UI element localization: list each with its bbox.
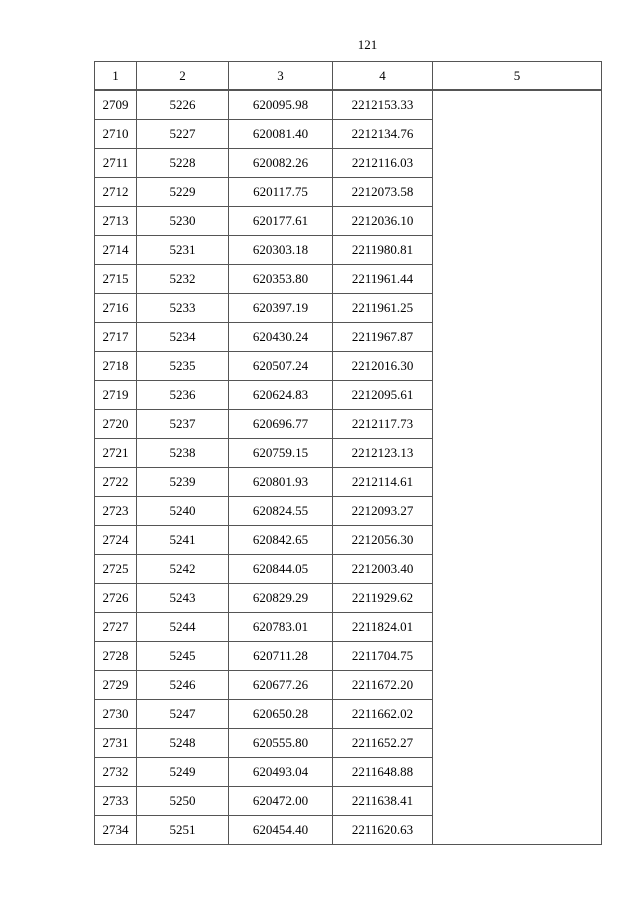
table-row — [95, 584, 602, 613]
x-coordinate-cell: 620454.40 — [229, 816, 333, 845]
point-index-cell: 2731 — [95, 729, 137, 758]
notes-cell — [433, 642, 602, 671]
point-index-cell: 2726 — [95, 584, 137, 613]
x-coordinate-cell: 620624.83 — [229, 381, 333, 410]
table-row — [95, 410, 602, 439]
table-row — [95, 526, 602, 555]
table-row — [95, 613, 602, 642]
point-index-cell: 2724 — [95, 526, 137, 555]
notes-cell — [433, 294, 602, 323]
notes-cell — [433, 236, 602, 265]
point-index-cell: 2716 — [95, 294, 137, 323]
x-coordinate-cell: 620082.26 — [229, 149, 333, 178]
y-coordinate-cell: 2212116.03 — [333, 149, 433, 178]
x-coordinate-cell: 620759.15 — [229, 439, 333, 468]
y-coordinate-cell: 2212095.61 — [333, 381, 433, 410]
point-index-cell: 2725 — [95, 555, 137, 584]
notes-cell — [433, 584, 602, 613]
point-index-cell: 2723 — [95, 497, 137, 526]
y-coordinate-cell: 2212117.73 — [333, 410, 433, 439]
point-index-cell: 2734 — [95, 816, 137, 845]
point-index-cell: 2711 — [95, 149, 137, 178]
y-coordinate-cell: 2211620.63 — [333, 816, 433, 845]
column-header-2: 2 — [137, 62, 229, 91]
point-number-cell: 5238 — [137, 439, 229, 468]
notes-cell — [433, 497, 602, 526]
notes-cell — [433, 671, 602, 700]
table-row — [95, 700, 602, 729]
x-coordinate-cell: 620397.19 — [229, 294, 333, 323]
point-number-cell: 5231 — [137, 236, 229, 265]
point-number-cell: 5245 — [137, 642, 229, 671]
point-index-cell: 2722 — [95, 468, 137, 497]
x-coordinate-cell: 620472.00 — [229, 787, 333, 816]
page-number: 121 — [357, 37, 378, 52]
y-coordinate-cell: 2211662.02 — [333, 700, 433, 729]
point-number-cell: 5246 — [137, 671, 229, 700]
x-coordinate-cell: 620177.61 — [229, 207, 333, 236]
y-coordinate-cell: 2211824.01 — [333, 613, 433, 642]
table-row — [95, 497, 602, 526]
notes-cell — [433, 381, 602, 410]
y-coordinate-cell: 2211648.88 — [333, 758, 433, 787]
table-row — [95, 816, 602, 845]
point-number-cell: 5243 — [137, 584, 229, 613]
point-index-cell: 2718 — [95, 352, 137, 381]
table-row — [95, 439, 602, 468]
table-row — [95, 787, 602, 816]
notes-cell — [433, 352, 602, 381]
point-number-cell: 5229 — [137, 178, 229, 207]
notes-cell — [433, 265, 602, 294]
column-header-4: 4 — [333, 62, 433, 91]
y-coordinate-cell: 2211929.62 — [333, 584, 433, 613]
column-header-5: 5 — [433, 62, 602, 91]
notes-cell — [433, 90, 602, 120]
y-coordinate-cell: 2211652.27 — [333, 729, 433, 758]
header-row — [95, 62, 602, 91]
column-header-3: 3 — [229, 62, 333, 91]
point-number-cell: 5241 — [137, 526, 229, 555]
point-number-cell: 5242 — [137, 555, 229, 584]
table-row — [95, 294, 602, 323]
point-index-cell: 2714 — [95, 236, 137, 265]
table-row — [95, 671, 602, 700]
point-number-cell: 5249 — [137, 758, 229, 787]
x-coordinate-cell: 620430.24 — [229, 323, 333, 352]
table-row — [95, 555, 602, 584]
notes-cell — [433, 526, 602, 555]
x-coordinate-cell: 620711.28 — [229, 642, 333, 671]
table-row — [95, 758, 602, 787]
x-coordinate-cell: 620783.01 — [229, 613, 333, 642]
point-index-cell: 2712 — [95, 178, 137, 207]
table-row — [95, 149, 602, 178]
x-coordinate-cell: 620303.18 — [229, 236, 333, 265]
point-number-cell: 5233 — [137, 294, 229, 323]
table-row — [95, 265, 602, 294]
notes-cell — [433, 555, 602, 584]
x-coordinate-cell: 620829.29 — [229, 584, 333, 613]
y-coordinate-cell: 2211672.20 — [333, 671, 433, 700]
point-number-cell: 5250 — [137, 787, 229, 816]
y-coordinate-cell: 2212003.40 — [333, 555, 433, 584]
y-coordinate-cell: 2211961.44 — [333, 265, 433, 294]
point-number-cell: 5232 — [137, 265, 229, 294]
point-index-cell: 2719 — [95, 381, 137, 410]
table-row — [95, 468, 602, 497]
x-coordinate-cell: 620844.05 — [229, 555, 333, 584]
y-coordinate-cell: 2212123.13 — [333, 439, 433, 468]
point-index-cell: 2727 — [95, 613, 137, 642]
x-coordinate-cell: 620081.40 — [229, 120, 333, 149]
notes-cell — [433, 700, 602, 729]
point-number-cell: 5227 — [137, 120, 229, 149]
point-number-cell: 5239 — [137, 468, 229, 497]
y-coordinate-cell: 2211704.75 — [333, 642, 433, 671]
point-number-cell: 5235 — [137, 352, 229, 381]
notes-cell — [433, 410, 602, 439]
y-coordinate-cell: 2212114.61 — [333, 468, 433, 497]
x-coordinate-cell: 620677.26 — [229, 671, 333, 700]
point-index-cell: 2717 — [95, 323, 137, 352]
point-index-cell: 2710 — [95, 120, 137, 149]
x-coordinate-cell: 620824.55 — [229, 497, 333, 526]
y-coordinate-cell: 2212073.58 — [333, 178, 433, 207]
point-index-cell: 2728 — [95, 642, 137, 671]
table-row — [95, 381, 602, 410]
point-index-cell: 2721 — [95, 439, 137, 468]
notes-cell — [433, 729, 602, 758]
x-coordinate-cell: 620555.80 — [229, 729, 333, 758]
point-number-cell: 5228 — [137, 149, 229, 178]
x-coordinate-cell: 620801.93 — [229, 468, 333, 497]
point-number-cell: 5248 — [137, 729, 229, 758]
notes-cell — [433, 613, 602, 642]
table-row — [95, 642, 602, 671]
point-number-cell: 5226 — [137, 90, 229, 120]
point-number-cell: 5251 — [137, 816, 229, 845]
point-index-cell: 2729 — [95, 671, 137, 700]
x-coordinate-cell: 620095.98 — [229, 90, 333, 120]
y-coordinate-cell: 2212134.76 — [333, 120, 433, 149]
notes-cell — [433, 468, 602, 497]
point-number-cell: 5234 — [137, 323, 229, 352]
point-number-cell: 5230 — [137, 207, 229, 236]
notes-cell — [433, 178, 602, 207]
table-row — [95, 120, 602, 149]
y-coordinate-cell: 2212056.30 — [333, 526, 433, 555]
y-coordinate-cell: 2211980.81 — [333, 236, 433, 265]
x-coordinate-cell: 620117.75 — [229, 178, 333, 207]
y-coordinate-cell: 2211638.41 — [333, 787, 433, 816]
table-row — [95, 90, 602, 120]
column-header-1: 1 — [95, 62, 137, 91]
point-number-cell: 5237 — [137, 410, 229, 439]
notes-cell — [433, 439, 602, 468]
point-number-cell: 5240 — [137, 497, 229, 526]
notes-cell — [433, 207, 602, 236]
y-coordinate-cell: 2212036.10 — [333, 207, 433, 236]
table-body — [95, 90, 602, 845]
point-index-cell: 2732 — [95, 758, 137, 787]
table-row — [95, 729, 602, 758]
point-number-cell: 5236 — [137, 381, 229, 410]
point-number-cell: 5247 — [137, 700, 229, 729]
notes-cell — [433, 323, 602, 352]
point-index-cell: 2720 — [95, 410, 137, 439]
notes-cell — [433, 758, 602, 787]
y-coordinate-cell: 2211967.87 — [333, 323, 433, 352]
notes-cell — [433, 149, 602, 178]
x-coordinate-cell: 620696.77 — [229, 410, 333, 439]
y-coordinate-cell: 2212153.33 — [333, 90, 433, 120]
table-row — [95, 178, 602, 207]
point-index-cell: 2713 — [95, 207, 137, 236]
x-coordinate-cell: 620842.65 — [229, 526, 333, 555]
table-row — [95, 323, 602, 352]
table-row — [95, 207, 602, 236]
x-coordinate-cell: 620353.80 — [229, 265, 333, 294]
table-header — [95, 62, 602, 91]
x-coordinate-cell: 620507.24 — [229, 352, 333, 381]
notes-cell — [433, 787, 602, 816]
point-index-cell: 2709 — [95, 90, 137, 120]
notes-cell — [433, 816, 602, 845]
y-coordinate-cell: 2212016.30 — [333, 352, 433, 381]
table-row — [95, 352, 602, 381]
y-coordinate-cell: 2212093.27 — [333, 497, 433, 526]
table-row — [95, 236, 602, 265]
y-coordinate-cell: 2211961.25 — [333, 294, 433, 323]
x-coordinate-cell: 620650.28 — [229, 700, 333, 729]
point-number-cell: 5244 — [137, 613, 229, 642]
point-index-cell: 2730 — [95, 700, 137, 729]
point-index-cell: 2715 — [95, 265, 137, 294]
coordinates-table — [94, 61, 602, 845]
point-index-cell: 2733 — [95, 787, 137, 816]
notes-cell — [433, 120, 602, 149]
x-coordinate-cell: 620493.04 — [229, 758, 333, 787]
